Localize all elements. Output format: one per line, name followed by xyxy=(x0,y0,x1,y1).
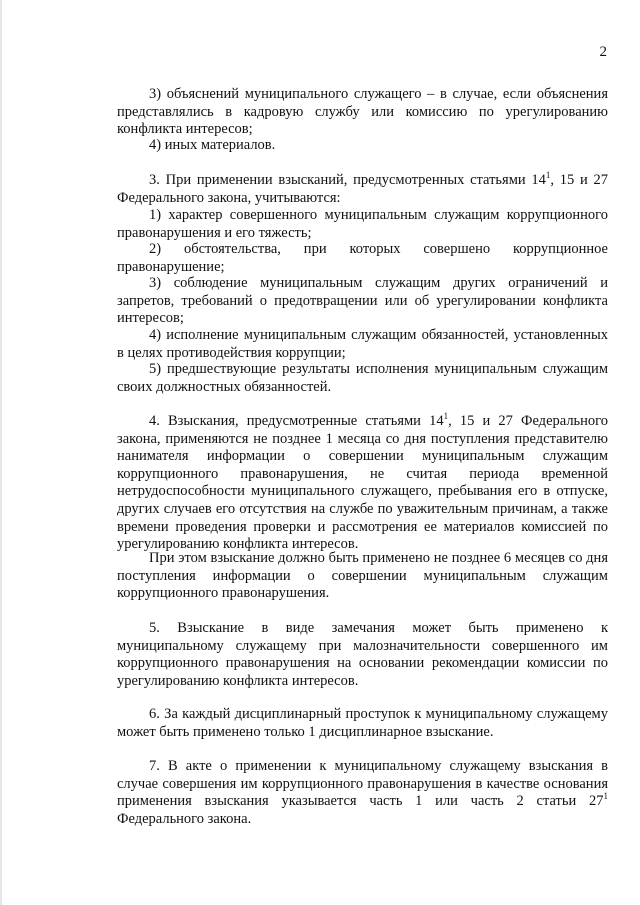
paragraph: 3) соблюдение муниципальным служащим других ограничений и запретов, требований о предотвращении или об урегулировании конфликта интересов; xyxy=(117,275,608,327)
paragraph: 2) обстоятельства, при которых совершено коррупционное правонарушение; xyxy=(117,241,608,275)
paragraph: 4) иных материалов. xyxy=(149,137,276,153)
paragraph: 4) исполнение муниципальным служащим обязанностей, установленных в целях противодействия коррупции; xyxy=(117,327,608,361)
paragraph: 1) характер совершенного муниципальным служащим коррупционного правонарушения и его тяжесть; xyxy=(117,207,608,241)
paragraph: 3. При применении взысканий, предусмотренных статьями $14^1$, 15 и 27 Федерального закона, учитываются: xyxy=(117,170,608,206)
paragraph: При этом взыскание должно быть применено не позднее 6 месяцев со дня поступления информации о совершении муниципальным служащим коррупционного правонарушения. xyxy=(117,550,608,602)
page-number: 2 xyxy=(599,44,607,60)
scan-edge xyxy=(0,0,2,905)
paragraph: 6. За каждый дисциплинарный проступок к муниципальному служащему может быть применено только 1 дисциплинарное взыскание. xyxy=(117,706,608,740)
paragraph: 5) предшествующие результаты исполнения муниципальным служащим своих должностных обязанностей. xyxy=(117,361,608,395)
paragraph: 5. Взыскание в виде замечания может быть применено к муниципальному служащему при малозначительности совершенного им коррупционного правонарушения на основании рекомендации комиссии по урегулированию конфликта интересов. xyxy=(117,620,608,689)
paragraph: 3) объяснений муниципального служащего – в случае, если объяснения представлялись в кадровую службу или комиссию по урегулированию конфликта интересов; xyxy=(117,86,608,138)
paragraph: 7. В акте о применении к муниципальному служащему взыскания в случае совершения им коррупционного правонарушения в качестве основания применения взыскания указывается часть 1 или часть 2 статьи $27^1$ Федерального закона. xyxy=(117,758,608,827)
paragraph: 4. Взыскания, предусмотренные статьями $14^1$, 15 и 27 Федерального закона, применяются не позднее 1 месяца со дня поступления представителю нанимателя информации о совершении муниципальным служащим коррупционного правонарушения, не считая периода временной нетрудоспособности муниципального служащего, пребывания его в отпуске, других случаев его отсутствия на службе по уважительным причинам, а также времени проведения проверки и рассмотрения ее материалов комиссией по урегулированию конфликта интересов. xyxy=(117,411,609,553)
